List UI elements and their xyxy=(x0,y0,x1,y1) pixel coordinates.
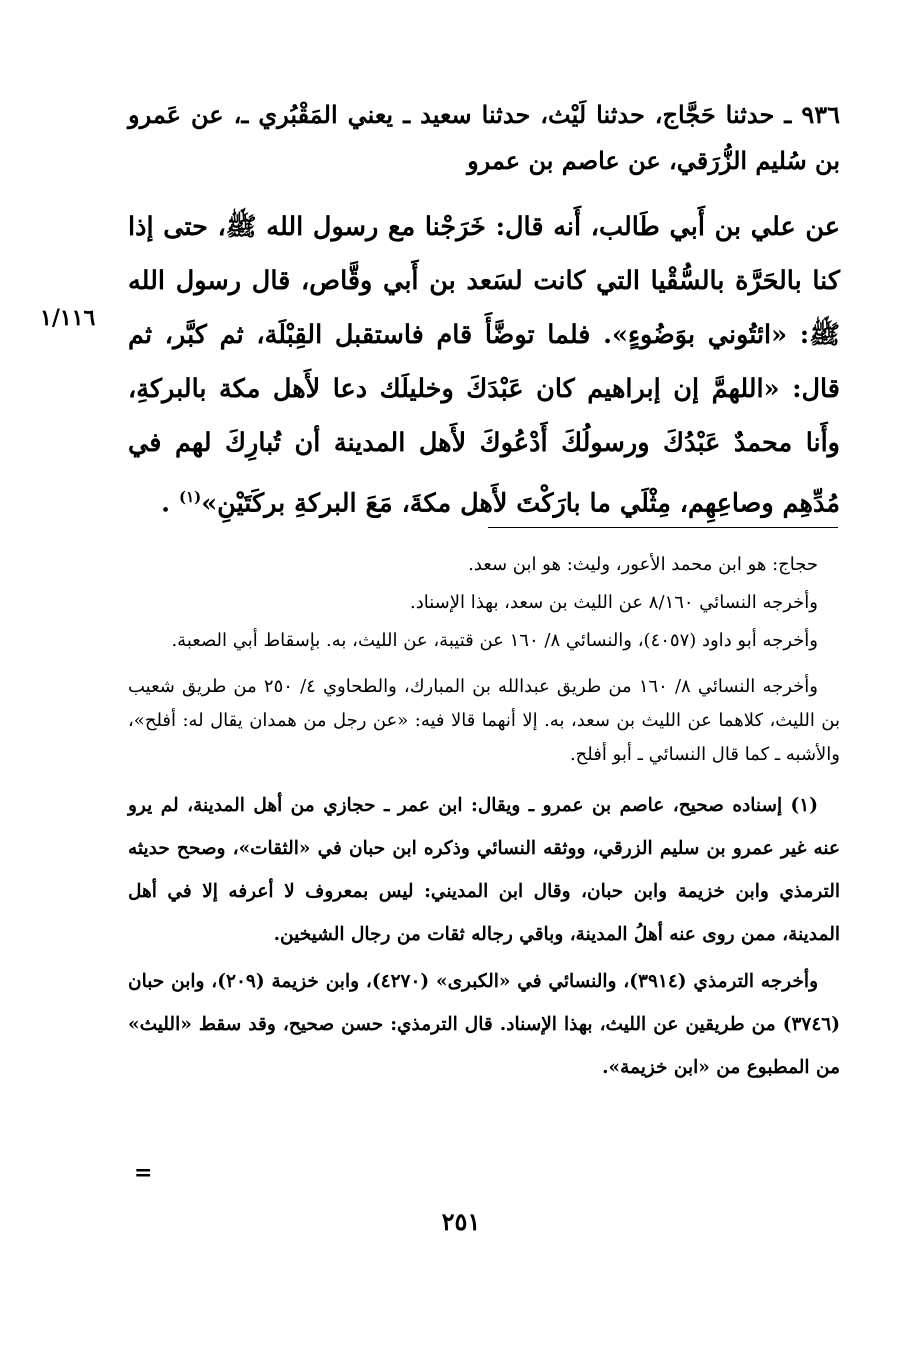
hadith-isnad: ٩٣٦ ـ حدثنا حَجَّاج، حدثنا لَيْث، حدثنا سعيد ـ يعني المَقْبُري ـ، عن عَمرو بن سُليم الزُّرَقي، عن عاصم بن عمرو xyxy=(128,100,840,175)
hadith-text: عن علي بن أَبي طَالب، أَنه قال: خَرَجْنا مع رسول الله ﷺ، حتى إذا كنا بالحَرَّة بالسُّقْيا التي كانت لسَعد بن أَبي وقَّاص، قال رسول الله ﷺ: «ائتُوني بوَضُوءٍ». فلما توضَّأَ قام فاستقبل القِبْلَة، ثم كبَّر، ثم قال: «اللهمَّ إن إبراهيم كان عَبْدَكَ وخليلَك دعا لأَهل مكة بالبركةِ، وأَنا محمدٌ عَبْدُكَ ورسولُكَ أَدْعُوكَ لأَهل المدينة أن تُبارِكَ لهم في مُدِّهِم وصاعِهِم، مِثْلَي ما بارَكْتَ لأَهل مكةَ، مَعَ البركةِ بركَتَيْنِ» xyxy=(128,212,840,519)
footnote-divider xyxy=(488,527,838,528)
note-3: وأخرجه أبو داود (٤٠٥٧)، والنسائي ٨/ ١٦٠ عن قتيبة، عن الليث، به. بإسقاط أبي الصعبة. xyxy=(171,630,818,651)
note-2: وأخرجه النسائي ٨/١٦٠ عن الليث بن سعد، بهذا الإسناد. xyxy=(409,592,818,613)
continuation-mark: = xyxy=(134,1160,153,1186)
footnote-1-continued: وأخرجه الترمذي (٣٩١٤)، والنسائي في «الكبرى» (٤٢٧٠)، وابن خزيمة (٢٠٩)، وابن حبان (٣٧٤٦) من طريقين عن الليث، بهذا الإسناد. قال الترمذي: حسن صحيح، وقد سقط «الليث» من المطبوع من «ابن خزيمة». xyxy=(128,971,840,1078)
footnote-marker: (١) xyxy=(178,488,202,506)
notes-section xyxy=(128,548,840,1093)
hadith-end-mark: . xyxy=(161,488,171,519)
note-4: وأخرجه النسائي ٨/ ١٦٠ من طريق عبدالله بن المبارك، والطحاوي ٤/ ٢٥٠ من طريق شعيب بن الليث، كلاهما عن الليث بن سعد، به. إلا أنهما قالا فيه: «عن رجل من همدان يقال له: أفلح»، والأشبه ـ كما قال النسائي ـ أبو أفلح. xyxy=(128,676,840,765)
page-number: ٢٥١ xyxy=(441,1207,481,1236)
note-1: حجاج: هو ابن محمد الأعور، وليث: هو ابن سعد. xyxy=(468,554,818,575)
margin-reference: ١/١١٦ xyxy=(40,305,96,331)
footnote-1: (١) إسناده صحيح، عاصم بن عمرو ـ ويقال: ابن عمر ـ حجازي من أهل المدينة، لم يرو عنه غير عمرو بن سليم الزرقي، ووثقه النسائي وذكره ابن حبان في «الثقات»، وصحح حديثه الترمذي وابن خزيمة وابن حبان، وقال ابن المديني: ليس بمعروف لا أعرفه إلا في أهل المدينة، ممن روى عنه أهلُ المدينة، وباقي رجاله ثقات من رجال الشيخين. xyxy=(128,795,840,945)
hadith-matn xyxy=(128,200,840,531)
